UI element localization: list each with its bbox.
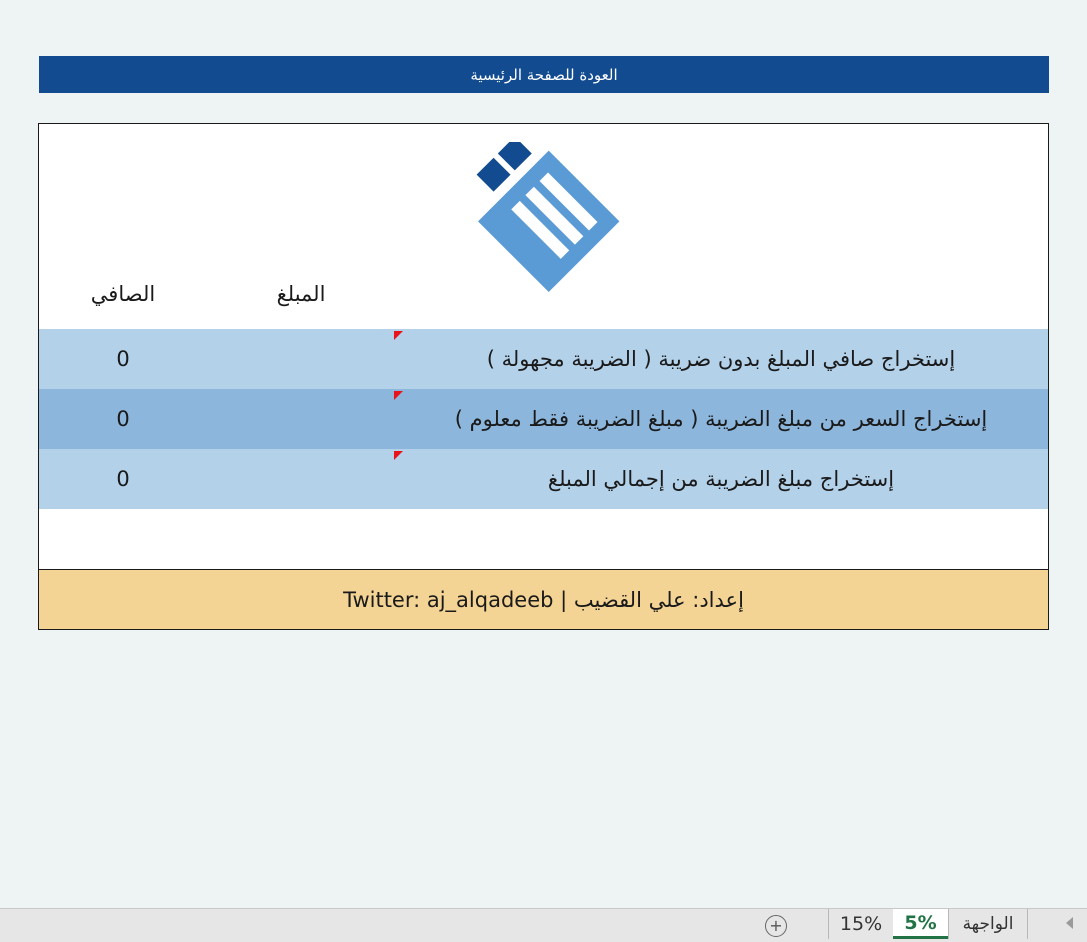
add-sheet-button[interactable]	[765, 915, 787, 937]
net-result: 0	[116, 407, 130, 431]
home-page-link-label: العودة للصفحة الرئيسية	[470, 65, 618, 84]
calc-row-net-without-tax	[39, 329, 1048, 389]
comment-marker-icon[interactable]	[394, 391, 403, 400]
net-result: 0	[116, 467, 130, 491]
plus-icon: +	[769, 916, 783, 935]
tab-facade[interactable]: الواجهة	[948, 909, 1028, 939]
sheet-tab-bar	[0, 908, 1087, 942]
author-credit: إعداد: علي القضيب | Twitter: aj_alqadeeb	[39, 569, 1048, 629]
row-label: إستخراج مبلغ الضريبة من إجمالي المبلغ	[547, 467, 895, 491]
tab-15-percent[interactable]: 15%	[828, 909, 893, 939]
calculator-panel	[38, 123, 1049, 630]
comment-marker-icon[interactable]	[394, 331, 403, 340]
amount-input-cell[interactable]	[235, 389, 395, 449]
logo-icon	[451, 142, 621, 312]
amount-column-header: المبلغ	[276, 282, 326, 306]
calc-row-price-from-tax	[39, 389, 1048, 449]
row-label: إستخراج السعر من مبلغ الضريبة ( مبلغ الضريبة فقط معلوم )	[454, 407, 988, 431]
amount-input-cell[interactable]	[235, 449, 395, 509]
tab-5-percent[interactable]: 5%	[893, 909, 948, 939]
net-column-header: الصافي	[90, 282, 156, 306]
comment-marker-icon[interactable]	[394, 451, 403, 460]
calc-row-tax-from-total	[39, 449, 1048, 509]
row-label: إستخراج صافي المبلغ بدون ضريبة ( الضريبة مجهولة )	[486, 347, 956, 371]
scroll-left-icon[interactable]	[1066, 917, 1073, 929]
home-page-link[interactable]	[39, 56, 1049, 93]
net-result: 0	[116, 347, 130, 371]
amount-input-cell[interactable]	[235, 329, 395, 389]
